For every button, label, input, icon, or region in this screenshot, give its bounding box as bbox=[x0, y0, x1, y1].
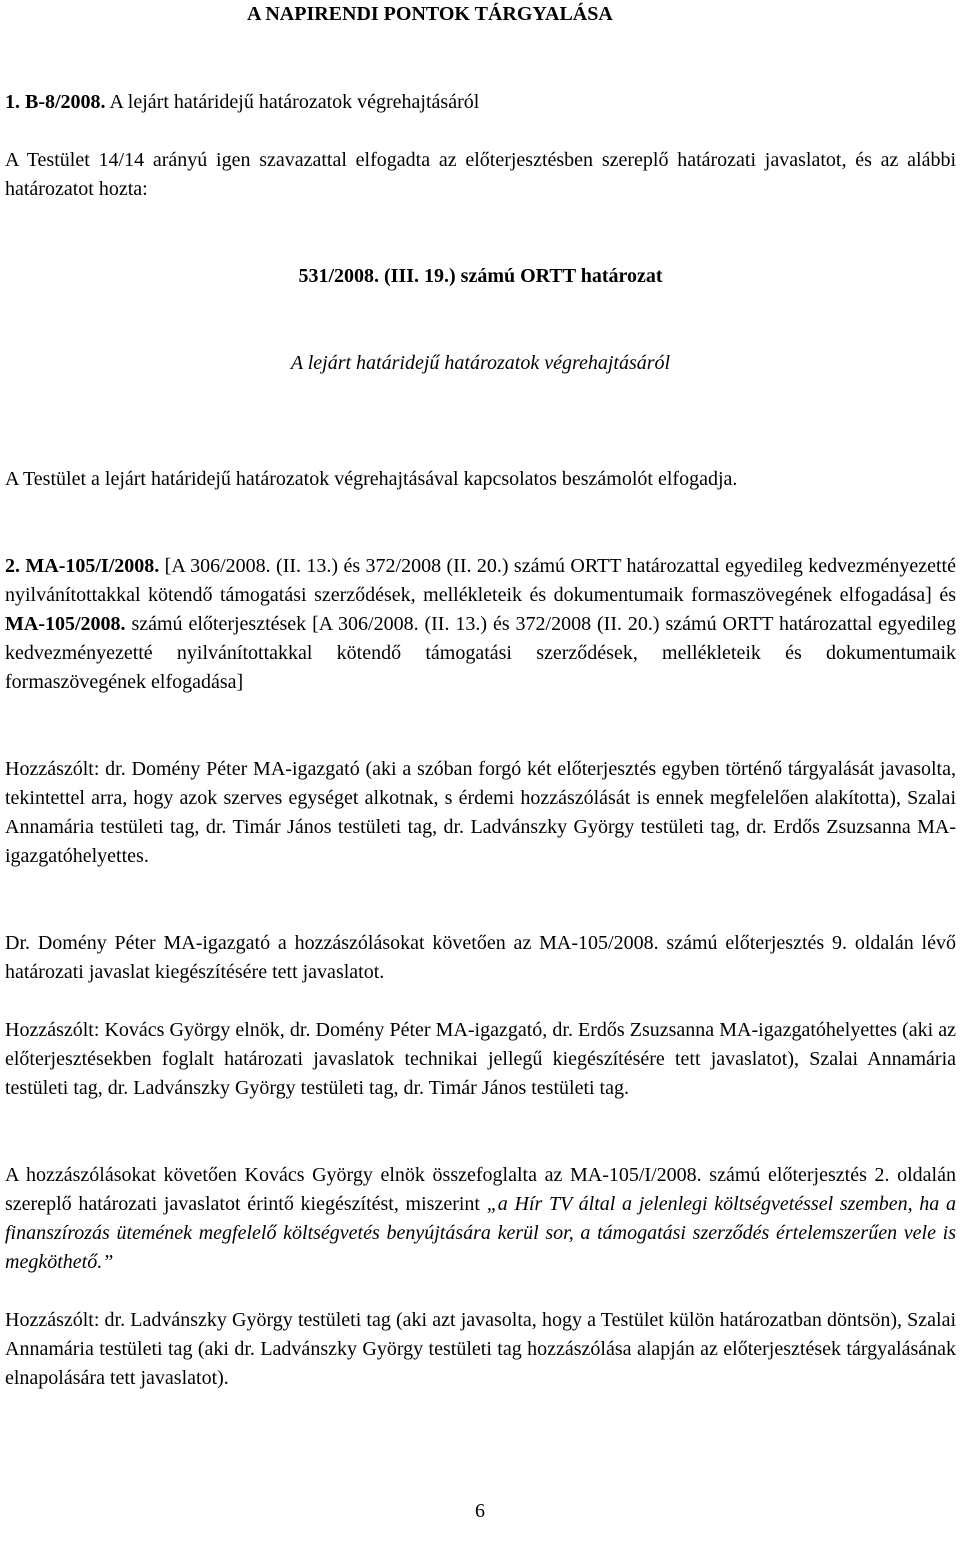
vote-paragraph: A Testület 14/14 arányú igen szavazattal elfogadta az előterjesztésben szereplő határozati javaslatot, és az alábbi határozatot hozta: bbox=[5, 149, 956, 200]
resolution-body: A Testület a lejárt határidejű határozatok végrehajtásával kapcsolatos beszámolót elfogadja. bbox=[5, 468, 738, 490]
agenda-item-2-text-b: számú előterjesztések [A 306/2008. (II. 13.) és 372/2008 (II. 20.) számú ORTT határozattal egyedileg kedvezményezetté nyilvánítottakkal kötendő támogatási szerződések, mellékleteik és dokumentumaik formaszövegének elfogadása] bbox=[5, 613, 956, 693]
agenda-item-1 bbox=[5, 88, 956, 117]
agenda-item-1-number: 1. B-8/2008. bbox=[5, 91, 106, 113]
agenda-item-2-number: 2. MA-105/I/2008. bbox=[5, 555, 160, 577]
comment-paragraph-2: Hozzászólt: Kovács György elnök, dr. Domény Péter MA-igazgató, dr. Erdős Zsuzsanna MA-igazgatóhelyettes (aki az előterjesztésekben foglalt határozati javaslatok technikai jellegű kiegészítésére tett javaslatot), Szalai Annamária testületi tag, dr. Ladvánszky György testületi tag, dr. Timár János testületi tag. bbox=[5, 1019, 956, 1099]
domeny-paragraph: Dr. Domény Péter MA-igazgató a hozzászólásokat követően az MA-105/2008. számú előterjesztés 9. oldalán lévő határozati javaslat kiegészítésére tett javaslatot. bbox=[5, 932, 956, 983]
comment-paragraph-3: Hozzászólt: dr. Ladvánszky György testületi tag (aki azt javasolta, hogy a Testület külön határozatban döntsön), Szalai Annamária testületi tag (aki dr. Ladvánszky György testületi tag hozzászólása alapján az előterjesztések tárgyalásának elnapolására tett javaslatot). bbox=[5, 1309, 956, 1389]
agenda-item-2-text-a: [A 306/2008. (II. 13.) és 372/2008 (II. 20.) számú ORTT határozattal egyedileg kedvezményezetté nyilvánítottakkal kötendő támogatási szerződések, mellékleteik és dokumentumaik formaszövegének elfogadása] és bbox=[5, 555, 956, 606]
agenda-item-2-ref: MA-105/2008. bbox=[5, 613, 126, 635]
page-heading: A NAPIRENDI PONTOK TÁRGYALÁSA bbox=[247, 3, 613, 25]
summary-quote: „a Hír TV által a jelenlegi költségvetéssel szemben, ha a finanszírozás ütemének megfelelő költségvetés benyújtására kerül sor, a támogatási szerződés értelemszerűen vele is megköthető.” bbox=[5, 1193, 957, 1273]
summary-paragraph bbox=[5, 1161, 956, 1277]
summary-text: A hozzászólásokat követően Kovács György elnök összefoglalta az MA-105/I/2008. számú előterjesztés 2. oldalán szereplő határozati javaslatot érintő kiegészítést, miszerint bbox=[5, 1164, 956, 1215]
comment-paragraph-1: Hozzászólt: dr. Domény Péter MA-igazgató (aki a szóban forgó két előterjesztés egyben történő tárgyalását javasolta, tekintettel arra, hogy azok szerves egységet alkotnak, s érdemi hozzászólását is ennek megfelelően alakította), Szalai Annamária testületi tag, dr. Timár János testületi tag, dr. Ladvánszky György testületi tag, dr. Erdős Zsuzsanna MA-igazgatóhelyettes. bbox=[5, 758, 956, 867]
agenda-item-2 bbox=[5, 552, 956, 697]
page-number: 6 bbox=[475, 1500, 485, 1522]
resolution-number: 531/2008. (III. 19.) számú ORTT határozat bbox=[298, 265, 663, 287]
agenda-item-1-title: A lejárt határidejű határozatok végrehajtásáról bbox=[109, 91, 480, 113]
resolution-subtitle: A lejárt határidejű határozatok végrehajtásáról bbox=[290, 352, 671, 374]
